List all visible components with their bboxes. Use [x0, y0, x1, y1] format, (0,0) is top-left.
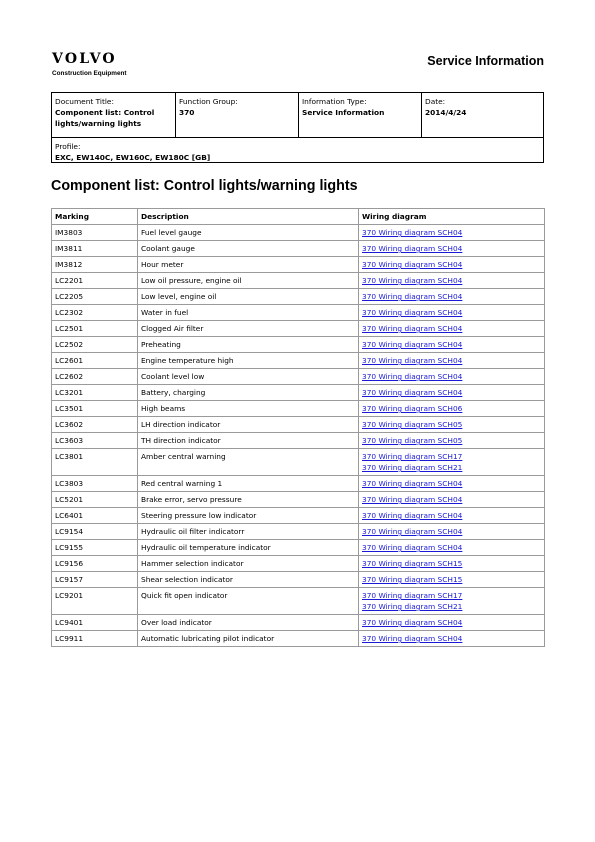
wiring-diagram-cell — [359, 508, 545, 524]
wiring-diagram-cell — [359, 524, 545, 540]
wiring-diagram-cell — [359, 476, 545, 492]
description-cell: Coolant gauge — [138, 241, 359, 257]
date-label: Date: — [425, 97, 446, 106]
marking-cell: LC9154 — [52, 524, 138, 540]
document-title-value: Component list: Control lights/warning lights — [55, 108, 155, 128]
description-cell: Hour meter — [138, 257, 359, 273]
document-title-label: Document Title: — [55, 97, 114, 106]
wiring-diagram-cell — [359, 241, 545, 257]
volvo-logo — [52, 52, 127, 77]
wiring-diagram-cell — [359, 631, 545, 647]
table-row — [52, 257, 545, 273]
profile-row — [52, 138, 543, 166]
marking-cell: LC3201 — [52, 385, 138, 401]
wiring-diagram-link[interactable]: 370 Wiring diagram SCH17 — [362, 591, 463, 600]
wiring-diagram-cell — [359, 417, 545, 433]
description-cell: TH direction indicator — [138, 433, 359, 449]
profile-label: Profile: — [55, 142, 81, 151]
wiring-diagram-cell — [359, 449, 545, 476]
wiring-diagram-cell — [359, 321, 545, 337]
table-row — [52, 289, 545, 305]
table-row — [52, 588, 545, 615]
marking-cell: IM3803 — [52, 225, 138, 241]
table-row — [52, 556, 545, 572]
wiring-diagram-cell — [359, 305, 545, 321]
wiring-diagram-link[interactable]: 370 Wiring diagram SCH21 — [362, 602, 463, 611]
marking-cell: LC5201 — [52, 492, 138, 508]
table-row — [52, 385, 545, 401]
function-group-label: Function Group: — [179, 97, 238, 106]
wiring-diagram-cell — [359, 433, 545, 449]
component-table — [51, 208, 545, 647]
description-cell: Coolant level low — [138, 369, 359, 385]
wiring-diagram-cell — [359, 556, 545, 572]
table-row — [52, 321, 545, 337]
table-row — [52, 353, 545, 369]
description-cell: Engine temperature high — [138, 353, 359, 369]
wiring-diagram-link[interactable]: 370 Wiring diagram SCH05 — [362, 420, 463, 429]
page-header-title: Service Information — [427, 54, 544, 68]
wiring-diagram-cell — [359, 257, 545, 273]
description-cell: Fuel level gauge — [138, 225, 359, 241]
wiring-diagram-link[interactable]: 370 Wiring diagram SCH04 — [362, 479, 463, 488]
marking-cell: LC9201 — [52, 588, 138, 615]
marking-cell: LC6401 — [52, 508, 138, 524]
wiring-diagram-link[interactable]: 370 Wiring diagram SCH04 — [362, 260, 463, 269]
marking-cell: LC9401 — [52, 615, 138, 631]
wiring-diagram-link[interactable]: 370 Wiring diagram SCH15 — [362, 575, 463, 584]
table-row — [52, 492, 545, 508]
column-header-description: Description — [138, 209, 359, 225]
date-cell — [422, 93, 543, 137]
wiring-diagram-link[interactable]: 370 Wiring diagram SCH04 — [362, 388, 463, 397]
wiring-diagram-link[interactable]: 370 Wiring diagram SCH04 — [362, 244, 463, 253]
document-info-row — [52, 93, 543, 138]
wiring-diagram-link[interactable]: 370 Wiring diagram SCH06 — [362, 404, 463, 413]
table-row — [52, 417, 545, 433]
wiring-diagram-link[interactable]: 370 Wiring diagram SCH04 — [362, 228, 463, 237]
description-cell: LH direction indicator — [138, 417, 359, 433]
description-cell: Amber central warning — [138, 449, 359, 476]
wiring-diagram-cell — [359, 337, 545, 353]
description-cell: Clogged Air filter — [138, 321, 359, 337]
marking-cell: LC2201 — [52, 273, 138, 289]
wiring-diagram-link[interactable]: 370 Wiring diagram SCH15 — [362, 559, 463, 568]
description-cell: Shear selection indicator — [138, 572, 359, 588]
description-cell: Hydraulic oil temperature indicator — [138, 540, 359, 556]
marking-cell: IM3811 — [52, 241, 138, 257]
marking-cell: LC3602 — [52, 417, 138, 433]
table-row — [52, 401, 545, 417]
description-cell: Brake error, servo pressure — [138, 492, 359, 508]
marking-cell: LC2302 — [52, 305, 138, 321]
wiring-diagram-cell — [359, 615, 545, 631]
information-type-label: Information Type: — [302, 97, 367, 106]
wiring-diagram-link[interactable]: 370 Wiring diagram SCH04 — [362, 372, 463, 381]
information-type-value: Service Information — [302, 108, 385, 117]
document-title-cell — [52, 93, 176, 137]
table-row — [52, 305, 545, 321]
wiring-diagram-cell — [359, 225, 545, 241]
marking-cell: LC9155 — [52, 540, 138, 556]
description-cell: Steering pressure low indicator — [138, 508, 359, 524]
table-row — [52, 241, 545, 257]
wiring-diagram-link[interactable]: 370 Wiring diagram SCH04 — [362, 511, 463, 520]
description-cell: Over load indicator — [138, 615, 359, 631]
table-row — [52, 433, 545, 449]
marking-cell: LC2205 — [52, 289, 138, 305]
brand-subtitle: Construction Equipment — [52, 70, 127, 77]
wiring-diagram-cell — [359, 492, 545, 508]
wiring-diagram-link[interactable]: 370 Wiring diagram SCH05 — [362, 436, 463, 445]
wiring-diagram-cell — [359, 369, 545, 385]
description-cell: Preheating — [138, 337, 359, 353]
information-type-cell — [299, 93, 422, 137]
description-cell: Hammer selection indicator — [138, 556, 359, 572]
description-cell: Red central warning 1 — [138, 476, 359, 492]
wiring-diagram-cell — [359, 588, 545, 615]
function-group-cell — [176, 93, 299, 137]
marking-cell: LC2602 — [52, 369, 138, 385]
column-header-marking: Marking — [52, 209, 138, 225]
marking-cell: LC3603 — [52, 433, 138, 449]
wiring-diagram-link[interactable]: 370 Wiring diagram SCH04 — [362, 356, 463, 365]
marking-cell: IM3812 — [52, 257, 138, 273]
description-cell: Quick fit open indicator — [138, 588, 359, 615]
marking-cell: LC3501 — [52, 401, 138, 417]
table-row — [52, 273, 545, 289]
table-row — [52, 449, 545, 476]
table-row — [52, 615, 545, 631]
wiring-diagram-link[interactable]: 370 Wiring diagram SCH17 — [362, 452, 463, 461]
brand-name: VOLVO — [52, 51, 117, 67]
description-cell: Hydraulic oil filter indicatorr — [138, 524, 359, 540]
column-header-wiring-diagram: Wiring diagram — [359, 209, 545, 225]
wiring-diagram-cell — [359, 289, 545, 305]
wiring-diagram-cell — [359, 540, 545, 556]
table-row — [52, 508, 545, 524]
wiring-diagram-cell — [359, 385, 545, 401]
wiring-diagram-link[interactable]: 370 Wiring diagram SCH04 — [362, 618, 463, 627]
marking-cell: LC9156 — [52, 556, 138, 572]
wiring-diagram-cell — [359, 401, 545, 417]
wiring-diagram-link[interactable]: 370 Wiring diagram SCH04 — [362, 276, 463, 285]
wiring-diagram-link[interactable]: 370 Wiring diagram SCH04 — [362, 634, 463, 643]
table-row — [52, 369, 545, 385]
table-row — [52, 524, 545, 540]
wiring-diagram-link[interactable]: 370 Wiring diagram SCH04 — [362, 324, 463, 333]
wiring-diagram-link[interactable]: 370 Wiring diagram SCH04 — [362, 340, 463, 349]
marking-cell: LC2502 — [52, 337, 138, 353]
wiring-diagram-link[interactable]: 370 Wiring diagram SCH04 — [362, 308, 463, 317]
table-header-row — [52, 209, 545, 225]
function-group-value: 370 — [179, 108, 195, 117]
description-cell: High beams — [138, 401, 359, 417]
marking-cell: LC3803 — [52, 476, 138, 492]
description-cell: Low level, engine oil — [138, 289, 359, 305]
profile-value: EXC, EW140C, EW160C, EW180C [GB] — [55, 153, 211, 162]
document-info-box — [51, 92, 544, 163]
section-title: Component list: Control lights/warning lights — [51, 178, 358, 194]
marking-cell: LC3801 — [52, 449, 138, 476]
wiring-diagram-cell — [359, 572, 545, 588]
table-row — [52, 540, 545, 556]
table-body — [52, 225, 545, 647]
table-row — [52, 631, 545, 647]
table-row — [52, 572, 545, 588]
description-cell: Automatic lubricating pilot indicator — [138, 631, 359, 647]
wiring-diagram-cell — [359, 353, 545, 369]
marking-cell: LC9157 — [52, 572, 138, 588]
wiring-diagram-cell — [359, 273, 545, 289]
date-value: 2014/4/24 — [425, 108, 467, 117]
marking-cell: LC2501 — [52, 321, 138, 337]
description-cell: Low oil pressure, engine oil — [138, 273, 359, 289]
wiring-diagram-link[interactable]: 370 Wiring diagram SCH21 — [362, 463, 463, 472]
table-row — [52, 476, 545, 492]
wiring-diagram-link[interactable]: 370 Wiring diagram SCH04 — [362, 543, 463, 552]
description-cell: Battery, charging — [138, 385, 359, 401]
table-row — [52, 225, 545, 241]
marking-cell: LC9911 — [52, 631, 138, 647]
description-cell: Water in fuel — [138, 305, 359, 321]
wiring-diagram-link[interactable]: 370 Wiring diagram SCH04 — [362, 527, 463, 536]
table-row — [52, 337, 545, 353]
wiring-diagram-link[interactable]: 370 Wiring diagram SCH04 — [362, 292, 463, 301]
wiring-diagram-link[interactable]: 370 Wiring diagram SCH04 — [362, 495, 463, 504]
marking-cell: LC2601 — [52, 353, 138, 369]
